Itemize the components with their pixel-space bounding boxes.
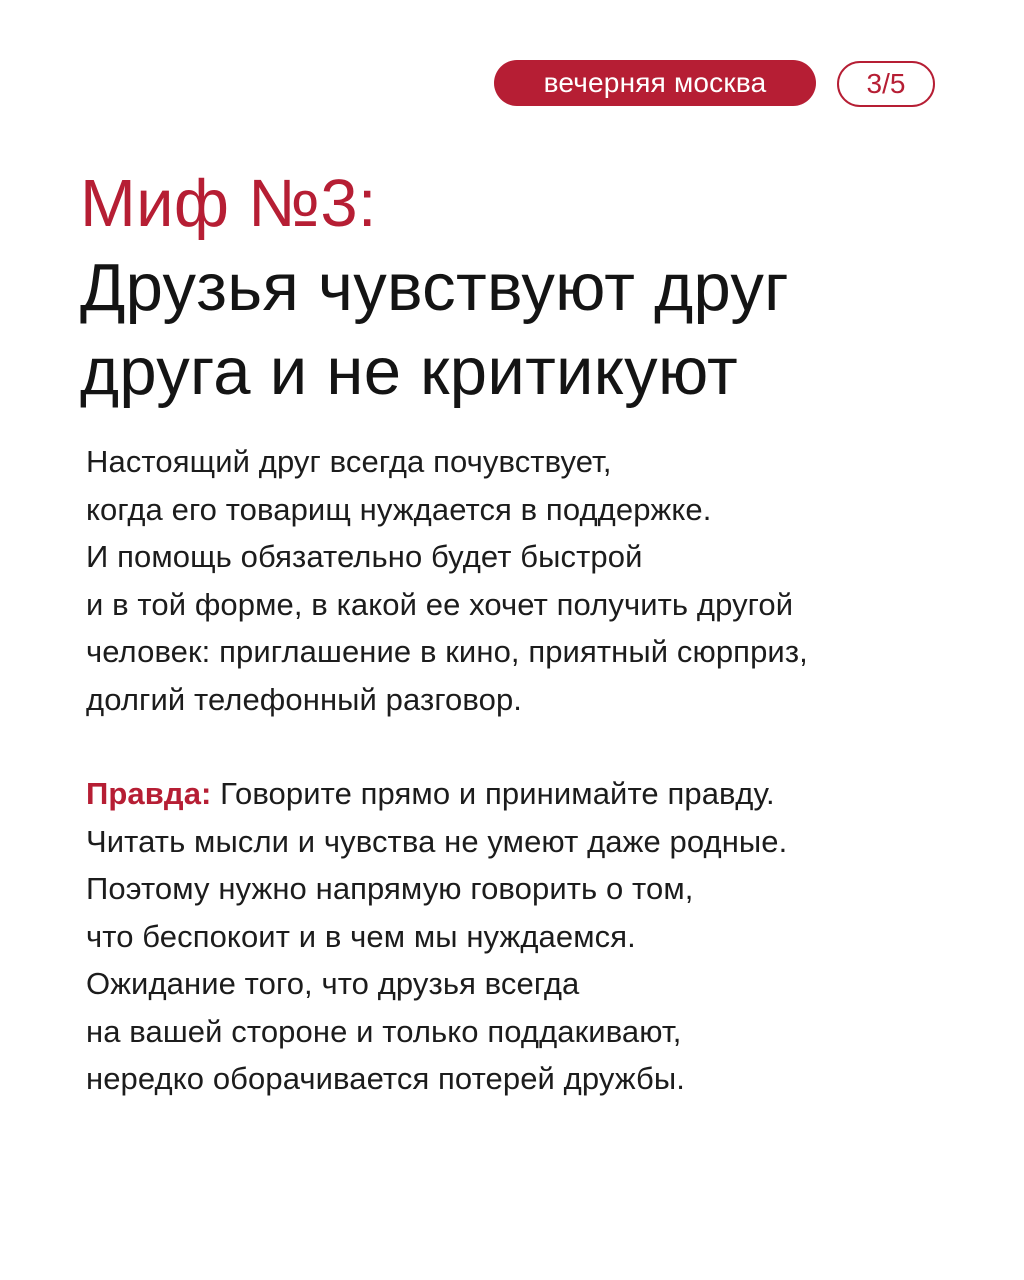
paragraph-line: человек: приглашение в кино, приятный сюрприз, bbox=[86, 634, 808, 669]
truth-paragraph bbox=[86, 770, 986, 1103]
myth-paragraph bbox=[86, 438, 986, 723]
page-counter: 3/5 bbox=[837, 61, 935, 107]
myth-label: Миф №3: bbox=[80, 166, 377, 241]
truth-label: Правда: bbox=[86, 776, 212, 811]
paragraph-line: Читать мысли и чувства не умеют даже родные. bbox=[86, 823, 788, 859]
headline-line: Друзья чувствуют друг bbox=[80, 250, 789, 325]
paragraph-line: долгий телефонный разговор. bbox=[86, 681, 523, 717]
paragraph-line: нередко оборачивается потерей дружбы. bbox=[86, 1061, 685, 1096]
paragraph-line: Ожидание того, что друзья всегда bbox=[86, 966, 580, 1001]
paragraph-line: на вашей стороне и только поддакивают, bbox=[86, 1013, 682, 1049]
paragraph-line: Настоящий друг всегда почувствует, bbox=[86, 444, 612, 479]
headline bbox=[80, 162, 980, 414]
paragraph-line: когда его товарищ нуждается в поддержке. bbox=[86, 491, 712, 527]
paragraph-line: Поэтому нужно напрямую говорить о том, bbox=[86, 871, 694, 906]
paragraph-line: что беспокоит и в чем мы нуждаемся. bbox=[86, 918, 636, 954]
paragraph-line: и в той форме, в какой ее хочет получить другой bbox=[86, 586, 794, 622]
paragraph-line: И помощь обязательно будет быстрой bbox=[86, 539, 643, 574]
truth-first-line bbox=[86, 770, 986, 818]
headline-line: друга и не критикуют bbox=[80, 334, 739, 409]
brand-badge: вечерняя москва bbox=[494, 60, 816, 106]
truth-first-line-text: Говорите прямо и принимайте правду. bbox=[211, 776, 775, 811]
